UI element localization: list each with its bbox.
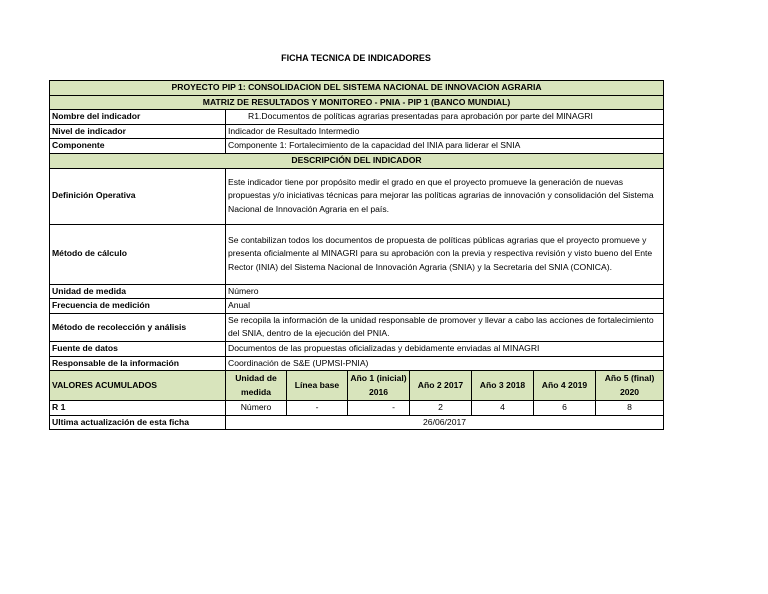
frequency-value: Anual [226, 299, 664, 314]
column-header: Año 1 (inicial) 2016 [348, 371, 410, 401]
value-cell: 2 [410, 401, 472, 416]
calculation-method-row [50, 224, 664, 284]
column-header: Año 2 2017 [410, 371, 472, 401]
column-header: Año 3 2018 [472, 371, 534, 401]
column-header: Año 5 (final) 2020 [596, 371, 664, 401]
collection-method-label: Método de recolección y análisis [50, 313, 226, 341]
operative-definition-value: Este indicador tiene por propósito medir el grado en que el proyecto promueve la generación de nuevas propuestas y/o iniciativas técnicas para mejorar las políticas agrarias de innovación y consolidación del Sistema Nacional de Innovación Agraria en el país. [226, 168, 664, 224]
indicator-name-label: Nombre del indicador [50, 110, 226, 125]
component-label: Componente [50, 139, 226, 154]
value-cell: 8 [596, 401, 664, 416]
matrix-header: MATRIZ DE RESULTADOS Y MONITOREO - PNIA - PIP 1 (BANCO MUNDIAL) [50, 95, 664, 110]
value-cell: 4 [472, 401, 534, 416]
r1-label: R 1 [50, 401, 226, 416]
data-source-row [50, 341, 664, 356]
indicator-name-row [50, 110, 664, 125]
indicator-sheet-table [49, 80, 664, 430]
responsible-label: Responsable de la información [50, 356, 226, 371]
frequency-row [50, 299, 664, 314]
unit-label: Unidad de medida [50, 284, 226, 299]
collection-method-row [50, 313, 664, 341]
unit-value: Número [226, 284, 664, 299]
last-update-value: 26/06/2017 [226, 415, 664, 430]
data-source-value: Documentos de las propuestas oficializadas y debidamente enviadas al MINAGRI [226, 341, 664, 356]
last-update-label: Ultima actualización de esta ficha [50, 415, 226, 430]
value-cell: - [348, 401, 410, 416]
component-value: Componente 1: Fortalecimiento de la capacidad del INIA para liderar el SNIA [226, 139, 664, 154]
accumulated-values-label: VALORES ACUMULADOS [50, 371, 226, 401]
operative-definition-row [50, 168, 664, 224]
column-header: Unidad de medida [226, 371, 287, 401]
collection-method-value: Se recopila la información de la unidad responsable de promover y llevar a cabo las acciones de fortalecimiento del SNIA, dentro de la ejecución del PNIA. [226, 313, 664, 341]
project-header: PROYECTO PIP 1: CONSOLIDACION DEL SISTEMA NACIONAL DE INNOVACION AGRARIA [50, 81, 664, 96]
frequency-label: Frecuencia de medición [50, 299, 226, 314]
r1-values-row [50, 401, 664, 416]
responsible-row [50, 356, 664, 371]
component-row [50, 139, 664, 154]
matrix-header-row [50, 95, 664, 110]
responsible-value: Coordinación de S&E (UPMSI-PNIA) [226, 356, 664, 371]
calculation-method-value: Se contabilizan todos los documentos de propuesta de políticas públicas agrarias que el proyecto promueve y presenta oficialmente al MINAGRI para su aprobación con la previa y respectiva revisión y visto bueno del Ente Rector (INIA) del Sistema Nacional de Innovación Agraria (SNIA) y la Secretaria del SNIA (CONICA). [226, 224, 664, 284]
last-update-row [50, 415, 664, 430]
indicator-name-value: R1.Documentos de políticas agrarias presentadas para aprobación por parte del MINAGRI [226, 110, 664, 125]
value-cell: 6 [534, 401, 596, 416]
unit-row [50, 284, 664, 299]
indicator-level-row [50, 124, 664, 139]
value-cell: Número [226, 401, 287, 416]
operative-definition-label: Definición Operativa [50, 168, 226, 224]
document-title: FICHA TECNICA DE INDICADORES [281, 53, 431, 63]
indicator-level-value: Indicador de Resultado Intermedio [226, 124, 664, 139]
description-header-row [50, 153, 664, 168]
accumulated-values-header-row [50, 371, 664, 401]
value-cell: - [287, 401, 348, 416]
description-header: DESCRIPCIÓN DEL INDICADOR [50, 153, 664, 168]
data-source-label: Fuente de datos [50, 341, 226, 356]
indicator-level-label: Nivel de indicador [50, 124, 226, 139]
column-header: Año 4 2019 [534, 371, 596, 401]
project-header-row [50, 81, 664, 96]
column-header: Línea base [287, 371, 348, 401]
calculation-method-label: Método de cálculo [50, 224, 226, 284]
